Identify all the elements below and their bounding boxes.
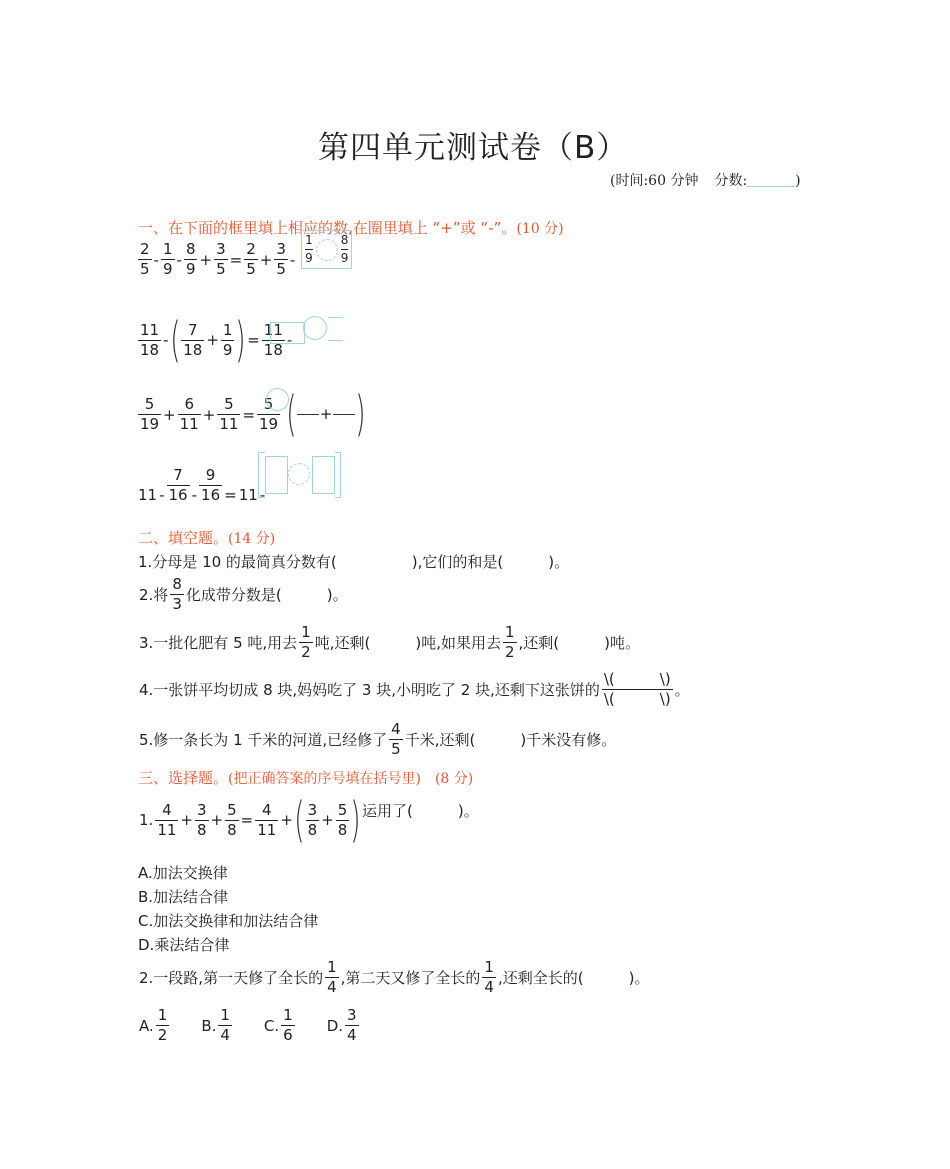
fraction-numerator: 1 [504,623,515,641]
question-3-2 [138,958,650,997]
operator-circle-4[interactable] [288,463,310,485]
answer-box-2[interactable] [270,322,305,344]
fraction-denominator: 18 [140,340,160,359]
fraction-denominator: 4 [484,978,494,996]
math-text: B. [201,1016,217,1035]
math-text: = [240,811,254,829]
fraction [181,321,204,360]
score-blank[interactable] [747,172,795,187]
fraction-denominator: 2 [157,1026,168,1044]
fraction-numerator: 2 [140,240,150,258]
fraction [161,240,175,279]
math-text: 3.一批化肥有 5 吨,用去 [139,634,298,652]
fraction [138,321,161,360]
time-limit: (时间:60 分钟 [610,173,699,189]
math-text: D. [326,1016,344,1035]
problem-1-1 [137,233,352,279]
answer-box-1[interactable] [301,230,352,269]
option-3-2-a[interactable] [138,1006,170,1044]
fraction [199,466,222,505]
math-text: C. [263,1016,280,1035]
fraction [503,623,517,662]
fraction [217,395,240,434]
math-text: + [199,250,213,269]
question-2-3 [138,623,641,662]
fraction-numerator: 3 [347,1006,357,1024]
fraction-numerator: 1 [222,320,233,339]
math-text: - [153,250,159,269]
fraction [602,670,673,709]
section-1-heading: 一、在下面的框里填上相应的数,在圈里填上 “+”或 “-”。(10 分) [138,219,564,237]
fraction [167,466,190,505]
fraction-denominator: 18 [183,340,203,359]
fraction [214,240,228,279]
question-2-1: 1.分母是 10 的最简真分数有( ),它们的和是( )。 [138,553,570,571]
fraction [281,1006,295,1045]
fraction-denominator: 19 [140,415,160,433]
fraction [225,801,239,840]
fraction-numerator: 1 [157,1006,168,1024]
math-text: - [259,485,266,504]
fraction-numerator: 8 [185,240,196,258]
option-3-2-b[interactable] [200,1006,233,1044]
math-text: = [247,331,260,349]
fraction-numerator: 1 [220,1006,230,1024]
math-text: 11 [238,485,258,504]
fraction-numerator: 3 [216,240,226,258]
fraction [170,575,184,614]
math-text: + [163,405,176,424]
fraction [155,801,178,840]
fraction-numerator: 7 [188,320,198,339]
math-text: 4.一张饼平均切成 8 块,妈妈吃了 3 块,小明吃了 2 块,还剩下这张饼的 [139,681,600,699]
math-text: + [319,405,333,423]
fraction-denominator: 6 [283,1026,293,1044]
fraction [299,623,313,662]
answer-blank-3a[interactable] [297,414,319,415]
fraction-denominator: 18 [263,340,283,359]
fraction-numerator: 9 [205,466,216,484]
score-label: 分数: [714,173,748,189]
fraction [306,801,320,840]
fraction-numerator: 2 [246,240,256,258]
math-text: 11 [138,485,158,504]
math-text: + [259,250,273,269]
math-text: + [210,811,224,829]
fraction-numerator: 5 [337,800,348,819]
operator-circle-2[interactable] [303,316,327,340]
fraction [138,240,152,279]
problem-1-3-paren [286,386,366,442]
problem-1-3 [137,395,281,434]
math-text: 。 [674,681,690,699]
math-text: = [242,405,256,424]
math-text: + [180,811,193,829]
fraction-denominator: 4 [347,1026,357,1044]
fraction-numerator: 5 [224,395,234,413]
question-3-2-options [138,1006,360,1045]
fraction-denominator: 8 [337,820,348,839]
fraction [274,240,288,279]
parenthesis: ( [286,386,297,442]
fraction-denominator: 16 [201,486,221,504]
math-text: = [224,485,237,504]
fraction-denominator: 11 [179,415,199,433]
fraction [178,395,201,434]
question-3-1 [138,792,480,848]
math-text: 1. [139,811,154,829]
fraction-denominator: 5 [140,260,150,278]
test-info: (时间:60 分钟 分数: ) [610,173,801,189]
fraction-numerator: 4 [391,720,401,738]
fraction-numerator: 1 [301,623,311,641]
fraction-denominator: 9 [185,260,196,278]
fraction-denominator: 2 [301,643,311,661]
operator-circle-1[interactable] [316,239,338,261]
fraction-numerator: 1 [484,958,494,976]
fraction-denominator: 3 [172,595,182,613]
math-text: ,还剩全长的( )。 [497,969,650,987]
fraction-numerator: 1 [162,240,173,258]
math-text: = [229,250,243,269]
math-text: - [289,250,296,269]
fraction-denominator: 5 [391,740,401,758]
fraction-numerator: 3 [307,800,318,819]
math-text: 5.修一条长为 1 千米的河道,已经修了 [139,731,388,749]
option-3-1-c[interactable]: C.加法交换律和加法结合律 [138,912,319,930]
option-3-2-d[interactable] [326,1006,360,1044]
option-3-1-b[interactable]: B.加法结合律 [138,888,229,906]
fraction [325,958,339,997]
fraction-numerator: 11 [140,320,160,339]
fraction-denominator: 8 [196,820,207,839]
fraction-numerator: 8 [172,575,182,593]
fraction-numerator: 11 [263,320,283,339]
math-text: + [321,811,334,829]
fraction-numerator: 6 [184,395,194,413]
fraction [482,958,496,997]
fraction-numerator: 1 [283,1006,293,1024]
fraction: $\frac{8}{9}$ [340,233,349,265]
fraction-denominator: 4 [327,978,337,996]
parenthesis: ) [355,386,366,442]
fraction [336,801,350,840]
option-3-2-c[interactable] [263,1006,296,1044]
question-2-5 [138,720,617,759]
fraction-numerator: 4 [262,800,272,819]
fraction-numerator: 3 [276,240,286,258]
fraction [138,395,161,434]
math-text: + [202,405,216,424]
fraction-numerator: 7 [173,466,183,484]
math-text: + [280,811,293,829]
math-text: ,第二天又修了全长的 [340,969,481,987]
math-text: 2.将 [139,586,169,604]
fraction [156,1006,170,1045]
fraction-numerator: 3 [196,800,207,819]
answer-box-4a[interactable] [265,456,288,494]
fraction-denominator: 2 [504,643,515,661]
math-text: 千米,还剩( )千米没有修。 [404,731,617,749]
section-3-heading: 三、选择题。(把正确答案的序号填在括号里) (8 分) [138,769,474,787]
parenthesis: ( [294,792,305,848]
parenthesis: ( [169,312,181,368]
fraction [345,1006,359,1045]
math-text: - [159,485,165,504]
fraction-denominator: 16 [168,486,188,504]
page-title: 第四单元测试卷（B） [318,130,629,166]
fraction-numerator: 4 [162,800,172,819]
parenthesis: ) [235,312,246,368]
problem-1-4 [137,466,266,505]
fraction [221,321,235,360]
fraction [218,1006,232,1045]
fraction [184,240,198,279]
fraction-denominator: 5 [216,260,226,278]
math-text: - [176,250,182,269]
fraction [255,801,278,840]
section-2-heading: 二、填空题。(14 分) [138,529,276,547]
math-text: - [163,331,169,349]
fraction-denominator: 9 [222,340,233,359]
option-3-1-d[interactable]: D.乘法结合律 [138,936,230,954]
fraction [195,801,209,840]
fraction-denominator: 8 [227,820,237,839]
answer-box-2b[interactable] [328,317,343,341]
fraction: $\frac{1}{9}$ [305,233,313,265]
fraction-numerator: \( \) [603,670,671,688]
option-3-1-a[interactable]: A.加法交换律 [138,864,228,882]
fraction-numerator: 5 [263,395,274,413]
fraction-denominator: 19 [259,415,279,433]
math-text: ,还剩( )吨。 [518,634,640,652]
math-text: 吨,还剩( )吨,如果用去 [314,634,501,652]
fraction-denominator: 4 [220,1026,230,1044]
fraction [244,240,258,279]
fraction-numerator: 5 [227,800,237,819]
fraction-denominator: 11 [219,415,239,433]
math-text: - [191,485,198,504]
question-2-4 [138,670,691,709]
question-2-2 [138,575,349,614]
fraction-denominator: \( \) [603,690,671,708]
answer-box-4b[interactable] [312,456,335,494]
fraction-numerator: 5 [144,395,155,413]
fraction-denominator: 11 [157,820,177,839]
fraction-denominator: 5 [276,260,286,278]
parenthesis: ) [350,792,361,848]
fraction-denominator: 5 [246,260,256,278]
math-text: 化成带分数是( )。 [185,586,348,604]
fraction-numerator: 1 [327,958,337,976]
math-text: - [286,331,293,349]
math-text: A. [139,1016,154,1035]
fraction [389,720,403,759]
fraction-denominator: 9 [162,260,173,278]
math-text: 运用了( )。 [362,801,479,820]
math-text: + [206,331,219,349]
answer-bracket-4 [258,452,342,498]
answer-blank-3b[interactable] [333,414,355,415]
math-text: 2.一段路,第一天修了全长的 [139,969,324,987]
fraction-denominator: 8 [307,820,318,839]
fraction-denominator: 11 [257,820,277,839]
